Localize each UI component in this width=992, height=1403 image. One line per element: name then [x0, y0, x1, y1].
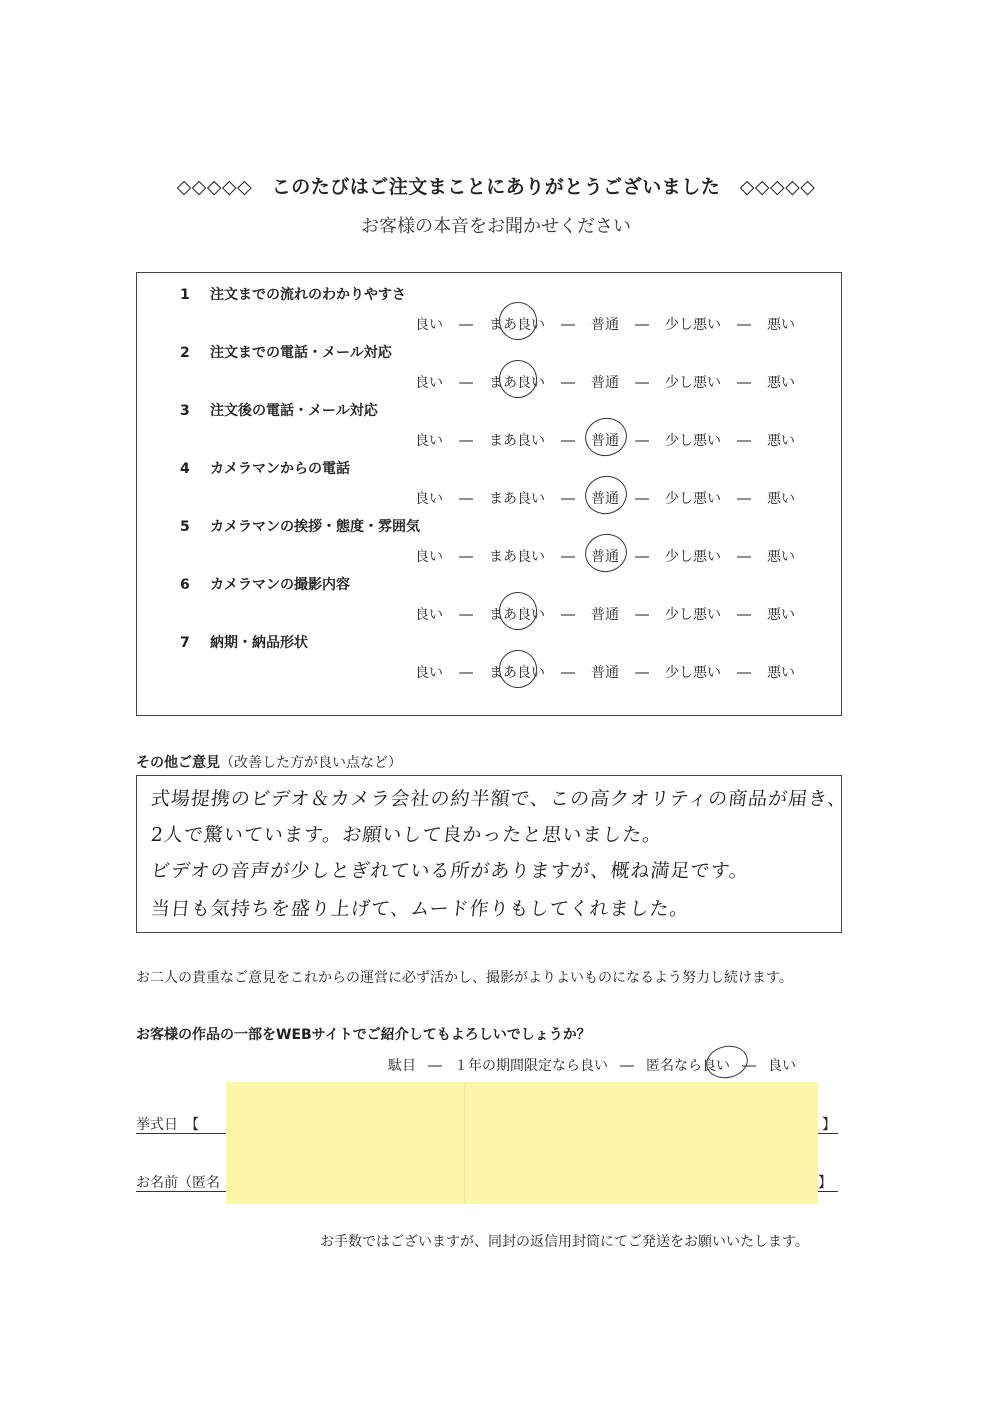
rating-option[interactable]: 少し悪い	[665, 317, 721, 333]
question-text: カメラマンからの電話	[210, 461, 350, 477]
dash: ―	[459, 665, 473, 681]
question-label	[180, 516, 420, 536]
web-option[interactable]: 良い	[768, 1058, 796, 1074]
dash: ―	[561, 433, 575, 449]
rating-option[interactable]: 悪い	[767, 375, 795, 391]
dash: ―	[459, 491, 473, 507]
page-title: ◇◇◇◇◇ このたびはご注文まことにありがとうございました ◇◇◇◇◇	[176, 176, 816, 198]
handwritten-line: 当日も気持ちを盛り上げて、ムード作りもしてくれました。	[149, 898, 691, 920]
name-label: お名前（匿名	[136, 1175, 220, 1191]
question-label	[180, 342, 392, 362]
rating-scale	[415, 430, 795, 450]
rating-scale	[415, 488, 795, 508]
ceremony-open-bracket: 【	[192, 1117, 199, 1133]
dash: ―	[459, 317, 473, 333]
dash: ―	[428, 1058, 442, 1074]
rating-option-selected[interactable]: 普通	[591, 488, 619, 508]
question-label	[180, 458, 350, 478]
rating-option[interactable]: 少し悪い	[665, 375, 721, 391]
handwritten-line: 式場提携のビデオ＆カメラ会社の約半額で、この高クオリティの商品が届き、	[149, 788, 849, 810]
rating-option[interactable]: 少し悪い	[665, 607, 721, 623]
dash: ―	[737, 433, 751, 449]
web-option[interactable]: １年の期間限定なら良い	[454, 1058, 608, 1074]
question-label	[180, 574, 350, 594]
handwritten-line: ビデオの音声が少しとぎれている所がありますが、概ね満足です。	[149, 860, 751, 882]
question-label	[180, 284, 406, 304]
question-number: 5	[180, 519, 190, 535]
rating-option[interactable]: 普通	[591, 375, 619, 391]
footer-text: お手数ではございますが、同封の返信用封筒にてご発送をお願いいたします。	[320, 1234, 809, 1250]
dash: ―	[742, 1058, 756, 1074]
rating-option[interactable]: 良い	[415, 433, 443, 449]
ceremony-close-bracket: 】	[822, 1117, 836, 1133]
ceremony-date-label	[136, 1114, 199, 1134]
handwritten-line: 2人で驚いています。お願いして良かったと思いました。	[149, 824, 664, 846]
rating-option[interactable]: まあ良い	[489, 491, 545, 507]
ceremony-label: 挙式日	[136, 1117, 178, 1133]
rating-option-selected[interactable]: まあ良い	[489, 662, 545, 682]
question-number: 4	[180, 461, 190, 477]
rating-scale	[415, 372, 795, 392]
rating-option[interactable]: 悪い	[767, 433, 795, 449]
rating-scale	[415, 604, 795, 624]
question-number: 7	[180, 635, 190, 651]
rating-option[interactable]: 良い	[415, 375, 443, 391]
name-close-bracket: 】	[818, 1175, 832, 1191]
question-label	[180, 632, 308, 652]
dash: ―	[561, 317, 575, 333]
dash: ―	[737, 665, 751, 681]
question-text: カメラマンの撮影内容	[210, 577, 350, 593]
rating-option[interactable]: まあ良い	[489, 433, 545, 449]
question-label	[180, 400, 378, 420]
dash: ―	[459, 607, 473, 623]
dash: ―	[635, 491, 649, 507]
rating-option[interactable]: 少し悪い	[665, 549, 721, 565]
question-number: 3	[180, 403, 190, 419]
question-text: 注文後の電話・メール対応	[210, 403, 378, 419]
dash: ―	[459, 375, 473, 391]
dash: ―	[620, 1058, 634, 1074]
rating-option[interactable]: 良い	[415, 317, 443, 333]
page-subtitle: お客様の本音をお聞かせください	[361, 216, 631, 237]
dash: ―	[459, 549, 473, 565]
rating-option[interactable]: 普通	[591, 317, 619, 333]
rating-option[interactable]: 少し悪い	[665, 433, 721, 449]
dash: ―	[561, 375, 575, 391]
notice-text: お二人の貴重なご意見をこれからの運営に必ず活かし、撮影がよりよいものになるよう努力し続けます。	[136, 970, 793, 986]
dash: ―	[561, 607, 575, 623]
dash: ―	[737, 317, 751, 333]
rating-scale	[415, 314, 795, 334]
question-text: 注文までの流れのわかりやすさ	[210, 287, 406, 303]
rating-option[interactable]: 良い	[415, 607, 443, 623]
rating-option[interactable]: 悪い	[767, 317, 795, 333]
dash: ―	[561, 491, 575, 507]
dash: ―	[635, 433, 649, 449]
redaction-divider	[464, 1082, 465, 1204]
dash: ―	[561, 549, 575, 565]
rating-option-selected[interactable]: まあ良い	[489, 314, 545, 334]
dash: ―	[635, 607, 649, 623]
comment-box	[136, 775, 849, 933]
web-option[interactable]: 駄目	[388, 1058, 416, 1074]
rating-option[interactable]: 悪い	[767, 549, 795, 565]
dash: ―	[635, 375, 649, 391]
rating-option[interactable]: 普通	[591, 607, 619, 623]
rating-option[interactable]: 悪い	[767, 491, 795, 507]
rating-option[interactable]: 普通	[591, 665, 619, 681]
rating-option[interactable]: 良い	[415, 491, 443, 507]
web-permission-question: お客様の作品の一部をWEBサイトでご紹介してもよろしいでしょうか？	[136, 1027, 591, 1043]
web-selection-circle	[703, 1042, 751, 1082]
dash: ―	[459, 433, 473, 449]
other-opinions-label	[136, 752, 402, 772]
rating-option[interactable]: 良い	[415, 549, 443, 565]
dash: ―	[737, 607, 751, 623]
question-number: 1	[180, 287, 190, 303]
other-opinions-note: （改善した方が良い点など）	[220, 755, 402, 771]
dash: ―	[737, 549, 751, 565]
rating-option-selected[interactable]: まあ良い	[489, 604, 545, 624]
dash: ―	[635, 549, 649, 565]
rating-scale	[415, 546, 795, 566]
dash: ―	[561, 665, 575, 681]
rating-option-selected[interactable]: まあ良い	[489, 372, 545, 392]
dash: ―	[737, 491, 751, 507]
question-text: 注文までの電話・メール対応	[210, 345, 392, 361]
question-text: 納期・納品形状	[210, 635, 308, 651]
rating-option[interactable]: まあ良い	[489, 549, 545, 565]
dash: ―	[635, 665, 649, 681]
dash: ―	[737, 375, 751, 391]
rating-option[interactable]: 悪い	[767, 607, 795, 623]
question-text: カメラマンの挨拶・態度・雰囲気	[210, 519, 420, 535]
question-number: 6	[180, 577, 190, 593]
rating-scale	[415, 662, 795, 682]
rating-option[interactable]: 悪い	[767, 665, 795, 681]
question-number: 2	[180, 345, 190, 361]
rating-option[interactable]: 良い	[415, 665, 443, 681]
web-option-selected[interactable]: 匿名なら良い	[646, 1058, 730, 1074]
rating-option-selected[interactable]: 普通	[591, 546, 619, 566]
dash: ―	[635, 317, 649, 333]
rating-option[interactable]: 少し悪い	[665, 665, 721, 681]
rating-option[interactable]: 少し悪い	[665, 491, 721, 507]
other-opinions-title: その他ご意見	[136, 755, 220, 771]
redaction-highlight	[226, 1082, 818, 1204]
rating-option-selected[interactable]: 普通	[591, 430, 619, 450]
